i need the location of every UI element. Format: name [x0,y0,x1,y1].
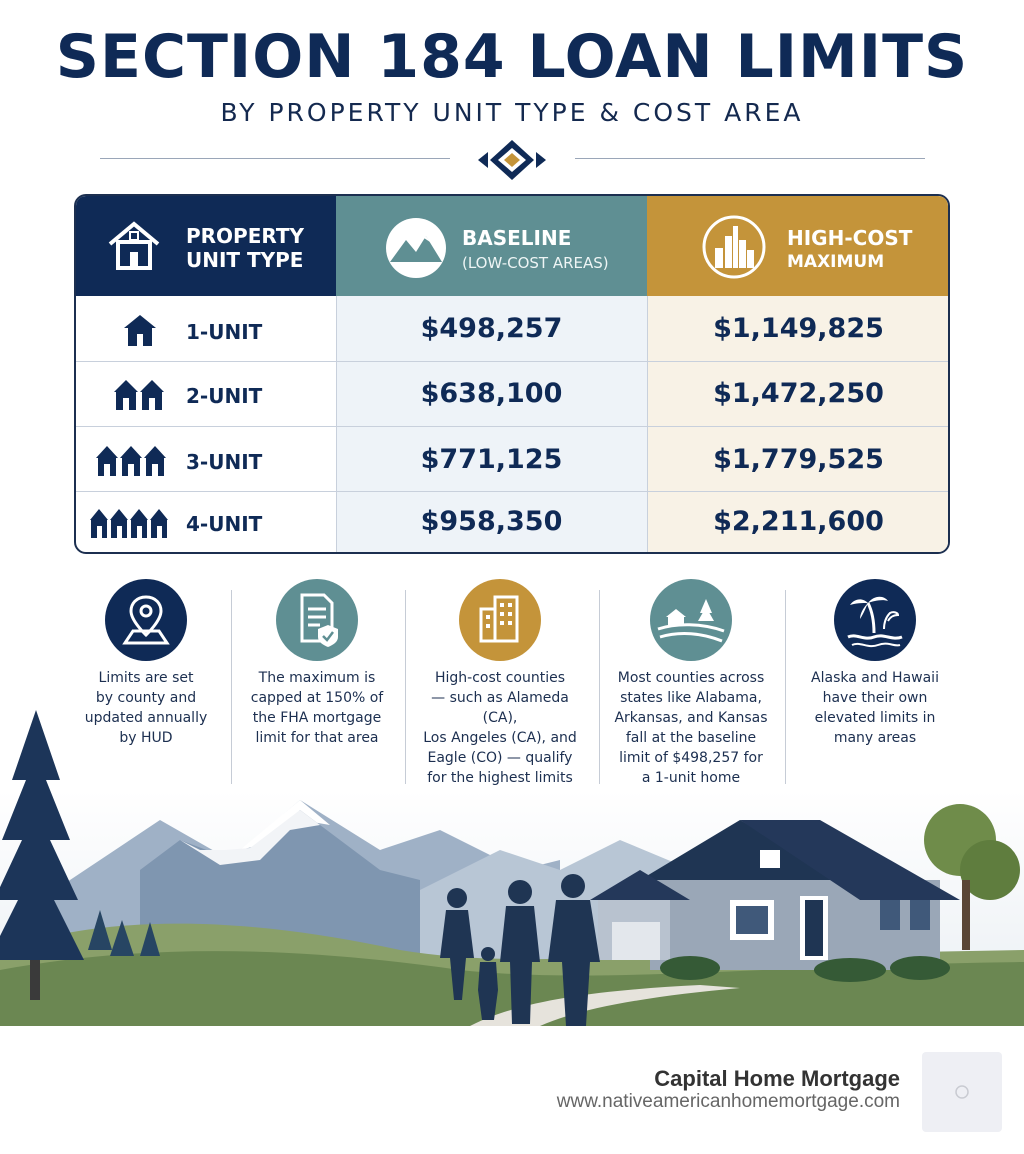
info-line: Limits are set [98,670,194,686]
header-unit-type-line2: UNIT TYPE [186,248,304,272]
info-line: Eagle (CO) — qualify [427,750,573,766]
info-line: fall at the baseline [625,730,757,746]
row-divider [76,426,950,427]
header-high-cost-line2: MAXIMUM [787,252,885,272]
brand-name: Capital Home Mortgage [654,1066,900,1091]
logo-placeholder-icon [922,1052,1002,1132]
header-baseline-line2: (LOW-COST AREAS) [462,254,609,272]
info-line: states like Alabama, [620,690,762,706]
house-icon [106,218,162,274]
header-high-cost-line1: HIGH-COST [787,226,913,250]
page-title: SECTION 184 LOAN LIMITS [55,22,969,92]
loan-limits-table [74,194,950,554]
website-url[interactable]: www.nativeamericanhomemortgage.com [556,1091,900,1112]
info-line: Alaska and Hawaii [811,670,939,686]
buildings-icon [459,579,541,661]
row-divider [76,361,950,362]
info-line: Most counties across [617,670,765,686]
high-cost-value-3: $1,779,525 [713,444,884,475]
landscape-illustration [0,700,1024,1026]
info-line: The maximum is [258,670,376,686]
high-cost-value-4: $2,211,600 [713,506,884,537]
info-line: limit for that area [255,730,379,746]
info-line: for the highest limits [427,770,573,786]
info-line: High-cost counties [434,670,566,686]
page-subtitle: BY PROPERTY UNIT TYPE & COST AREA [220,98,804,127]
header-unit-type [76,196,336,296]
info-line: limit of $498,257 for [619,750,763,766]
info-line: by HUD [119,730,173,746]
info-line: Arkansas, and Kansas [614,710,768,726]
header-baseline [336,196,647,296]
four-houses-icon [88,506,172,540]
baseline-value-2: $638,100 [420,378,563,409]
info-line: elevated limits in [814,710,936,726]
info-line: many areas [833,730,917,746]
city-skyline-icon [701,214,767,280]
farm-landscape-icon [650,579,732,661]
unit-label-3: 3-UNIT [186,450,263,474]
header-baseline-line1: BASELINE [462,226,572,250]
baseline-value-3: $771,125 [420,444,563,475]
high-cost-value-2: $1,472,250 [713,378,884,409]
baseline-value-4: $958,350 [420,506,563,537]
baseline-value-1: $498,257 [420,313,563,344]
info-line: the FHA mortgage [252,710,382,726]
header-high-cost [647,196,950,296]
diamond-ornament-icon [476,138,548,182]
info-line: have their own [822,690,928,706]
mountain-icon [384,216,448,280]
info-line: Los Angeles (CA), and [423,730,577,746]
divider-left [100,158,450,159]
divider-right [575,158,925,159]
info-line: — such as Alameda (CA), [431,690,569,726]
info-line: by county and [95,690,197,706]
one-house-icon [120,312,160,348]
header-unit-type-line1: PROPERTY [186,224,305,248]
unit-label-1: 1-UNIT [186,320,263,344]
unit-label-4: 4-UNIT [186,512,263,536]
three-houses-icon [94,442,170,478]
document-shield-icon [276,579,358,661]
unit-label-2: 2-UNIT [186,384,263,408]
row-divider [76,491,950,492]
info-line: updated annually [84,710,208,726]
high-cost-value-1: $1,149,825 [713,313,884,344]
info-line: a 1-unit home [641,770,741,786]
two-houses-icon [112,376,168,412]
map-pin-icon [105,579,187,661]
palm-tree-icon [834,579,916,661]
info-line: capped at 150% of [250,690,384,706]
